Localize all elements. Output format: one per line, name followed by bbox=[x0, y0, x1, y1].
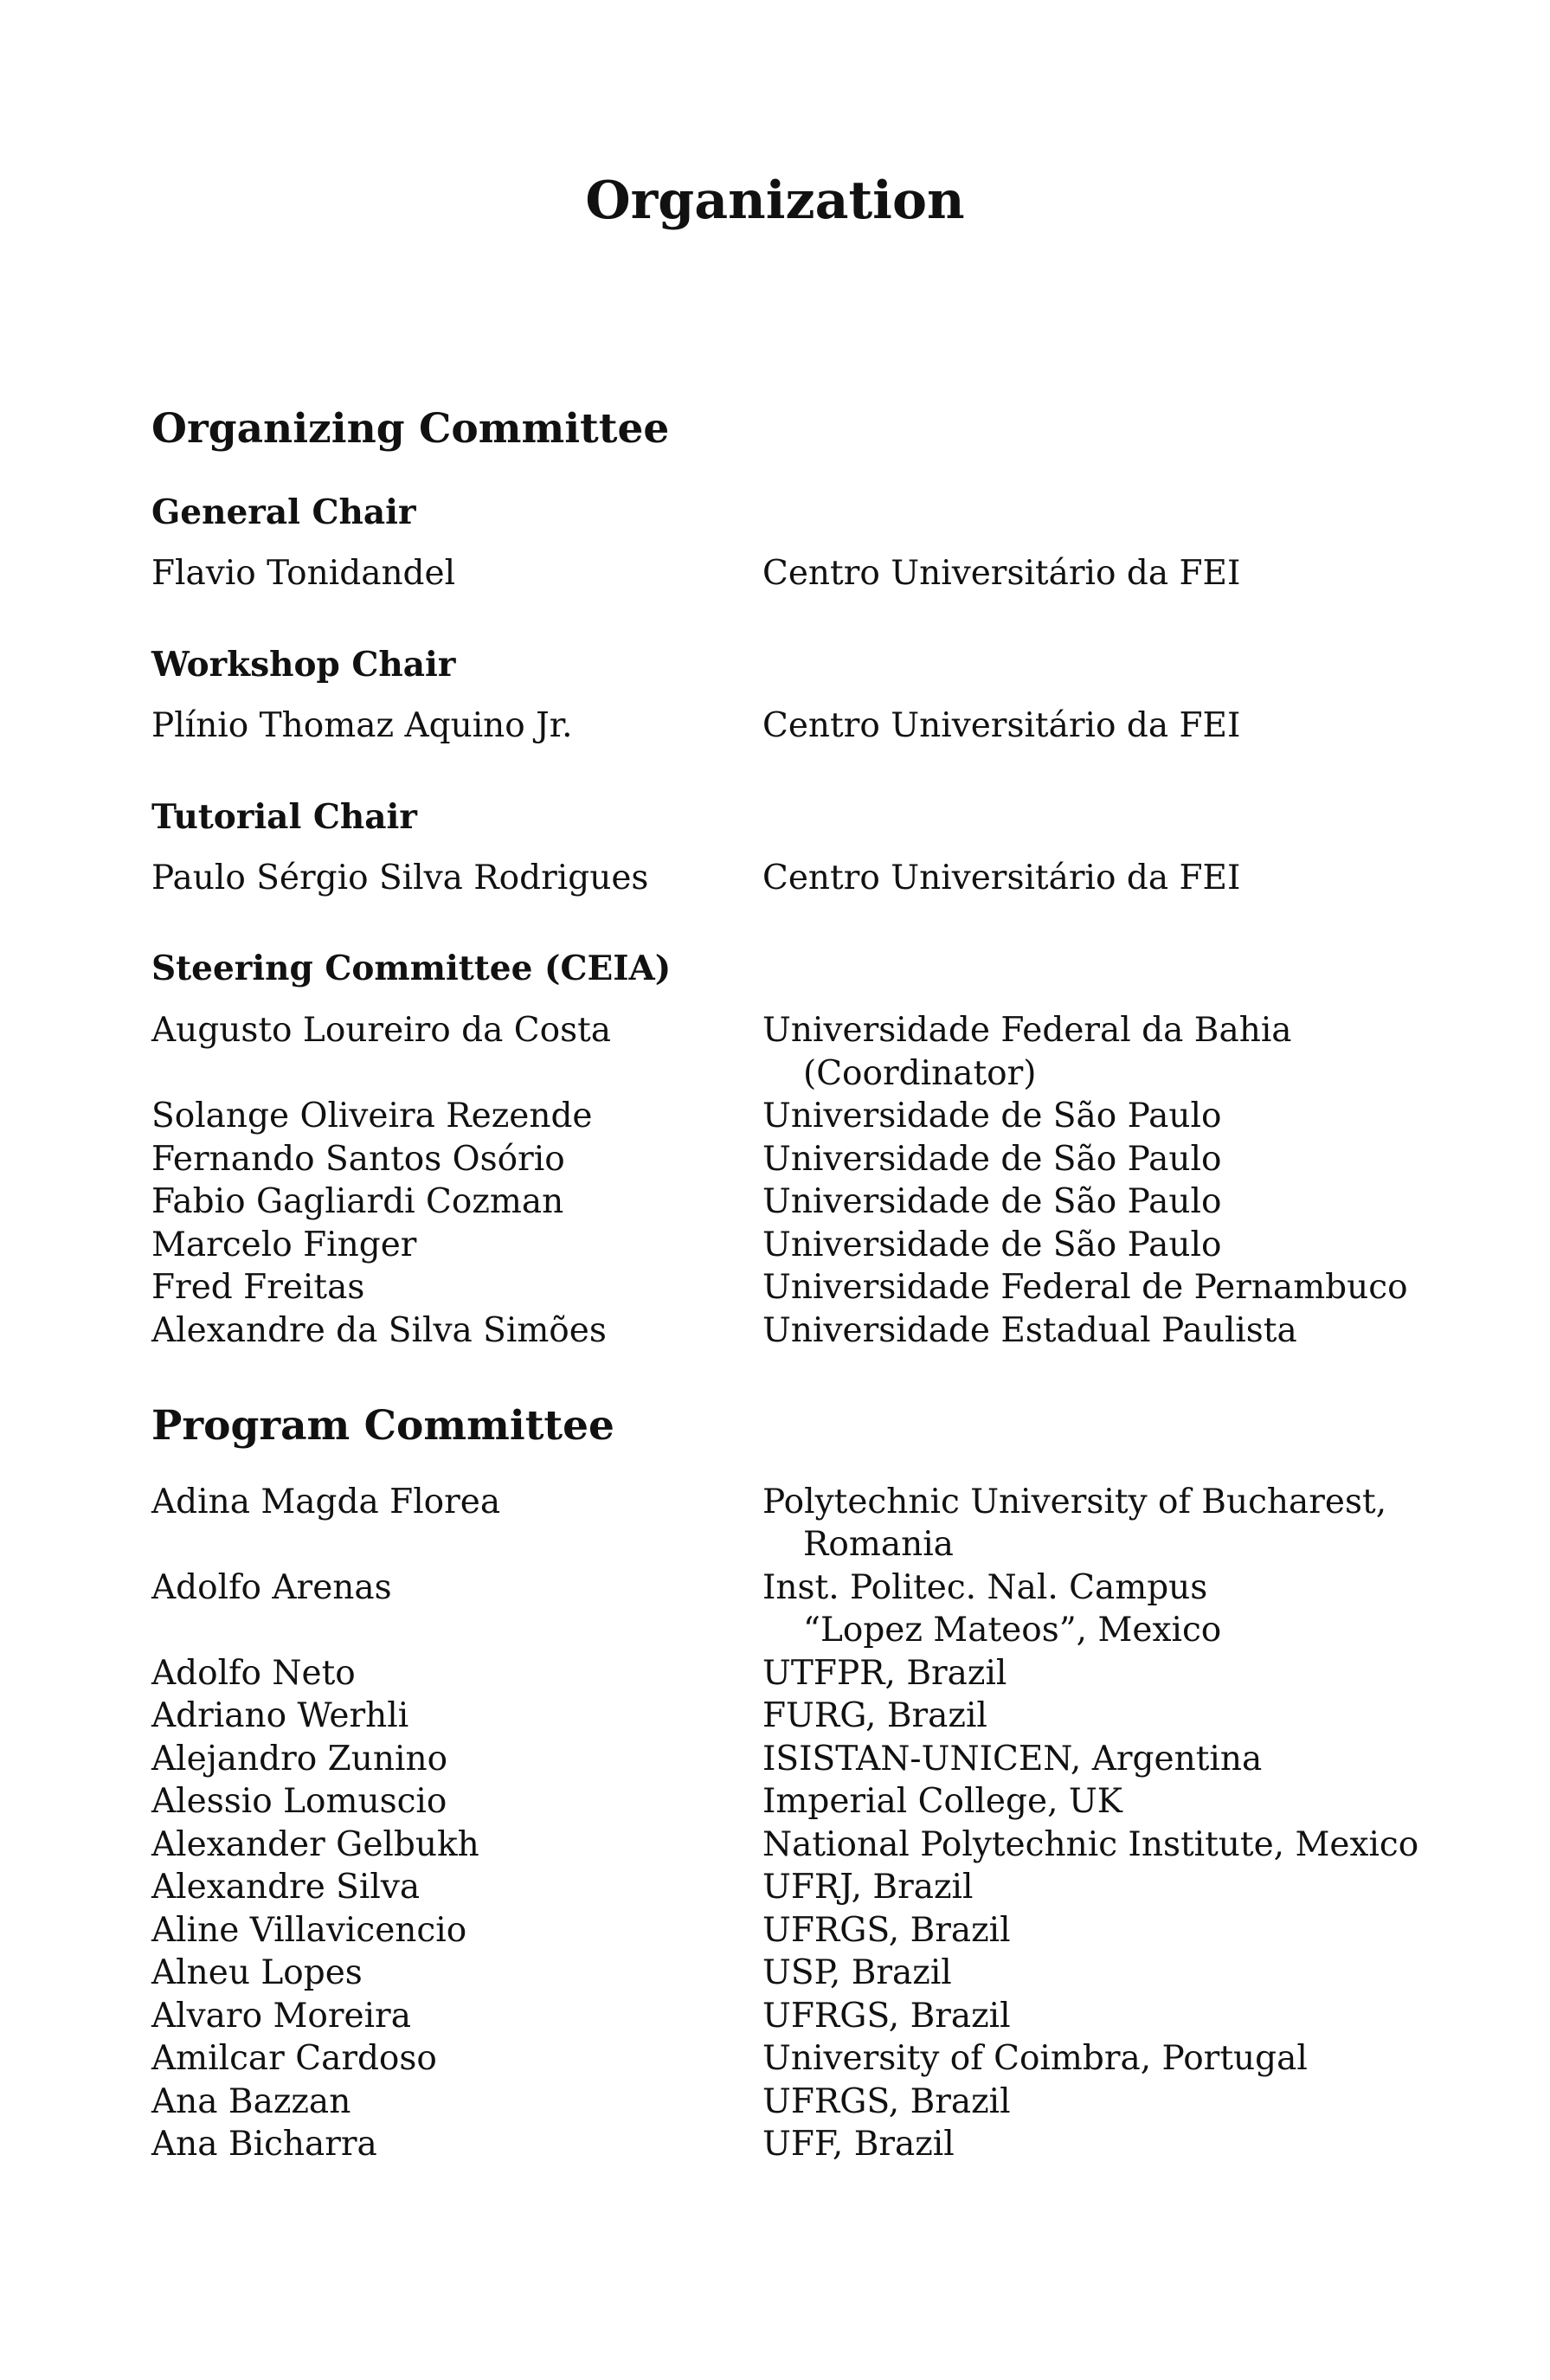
member-name: Marcelo Finger bbox=[151, 1225, 417, 1264]
member-affiliation: Universidade Estadual Paulista bbox=[762, 1311, 1297, 1350]
program-committee-heading: Program Committee bbox=[151, 1402, 614, 1450]
steering-committee-heading: Steering Committee (CEIA) bbox=[151, 949, 672, 988]
member-row bbox=[0, 1266, 1550, 1309]
page-title: Organization bbox=[585, 170, 965, 231]
member-affiliation: Universidade Federal da Bahia bbox=[762, 1011, 1292, 1050]
member-affiliation: UTFPR, Brazil bbox=[762, 1654, 1007, 1693]
member-row bbox=[0, 1009, 1550, 1052]
member-row bbox=[0, 1095, 1550, 1138]
member-affiliation: Universidade de São Paulo bbox=[762, 1097, 1222, 1135]
member-affiliation: Universidade de São Paulo bbox=[762, 1140, 1222, 1179]
member-name: Adolfo Neto bbox=[151, 1654, 356, 1693]
member-name: Fernando Santos Osório bbox=[151, 1140, 565, 1179]
member-row bbox=[0, 1780, 1550, 1824]
member-name: Adolfo Arenas bbox=[151, 1568, 392, 1607]
member-affiliation: Polytechnic University of Bucharest, bbox=[762, 1483, 1387, 1521]
member-row bbox=[0, 552, 1550, 595]
member-affiliation: FURG, Brazil bbox=[762, 1696, 987, 1735]
organizing-committee-heading: Organizing Committee bbox=[151, 405, 670, 453]
member-name: Aline Villavicencio bbox=[151, 1911, 467, 1950]
member-row-continuation bbox=[0, 1052, 1550, 1096]
member-affiliation: Universidade Federal de Pernambuco bbox=[762, 1268, 1408, 1307]
member-row bbox=[0, 1138, 1550, 1181]
member-row-continuation bbox=[0, 1523, 1550, 1566]
member-affiliation-continuation: (Coordinator) bbox=[803, 1054, 1037, 1093]
member-row bbox=[0, 857, 1550, 900]
member-name: Solange Oliveira Rezende bbox=[151, 1097, 593, 1135]
member-affiliation: UFRGS, Brazil bbox=[762, 2082, 1011, 2121]
member-row bbox=[0, 1224, 1550, 1267]
member-row bbox=[0, 1481, 1550, 1524]
member-affiliation: National Polytechnic Institute, Mexico bbox=[762, 1825, 1419, 1864]
member-row bbox=[0, 1952, 1550, 1995]
member-row bbox=[0, 1738, 1550, 1781]
member-affiliation: Universidade de São Paulo bbox=[762, 1182, 1222, 1221]
general-chair-heading: General Chair bbox=[151, 492, 416, 532]
member-name: Augusto Loureiro da Costa bbox=[151, 1011, 612, 1050]
member-affiliation: Imperial College, UK bbox=[762, 1782, 1122, 1821]
member-name: Alexandre da Silva Simões bbox=[151, 1311, 607, 1350]
member-row bbox=[0, 1695, 1550, 1738]
member-name: Alessio Lomuscio bbox=[151, 1782, 447, 1821]
member-name: Adriano Werhli bbox=[151, 1696, 409, 1735]
member-affiliation: USP, Brazil bbox=[762, 1953, 952, 1992]
member-row bbox=[0, 2081, 1550, 2124]
member-row bbox=[0, 704, 1550, 748]
member-name: Paulo Sérgio Silva Rodrigues bbox=[151, 859, 649, 897]
member-name: Ana Bazzan bbox=[151, 2082, 351, 2121]
member-affiliation: Universidade de São Paulo bbox=[762, 1225, 1222, 1264]
member-name: Alvaro Moreira bbox=[151, 1997, 411, 2036]
member-row bbox=[0, 2037, 1550, 2081]
member-affiliation-continuation: Romania bbox=[803, 1525, 954, 1564]
member-affiliation: UFRGS, Brazil bbox=[762, 1997, 1011, 2036]
member-name: Fabio Gagliardi Cozman bbox=[151, 1182, 564, 1221]
member-name: Plínio Thomaz Aquino Jr. bbox=[151, 706, 573, 745]
member-name: Flavio Tonidandel bbox=[151, 554, 456, 593]
member-row bbox=[0, 1309, 1550, 1353]
member-row bbox=[0, 1866, 1550, 1909]
member-row bbox=[0, 1652, 1550, 1695]
member-row bbox=[0, 2123, 1550, 2166]
tutorial-chair-heading: Tutorial Chair bbox=[151, 797, 417, 837]
member-name: Alexandre Silva bbox=[151, 1868, 421, 1907]
member-affiliation-continuation: “Lopez Mateos”, Mexico bbox=[803, 1611, 1222, 1650]
member-affiliation: UFRGS, Brazil bbox=[762, 1911, 1011, 1950]
member-row bbox=[0, 1180, 1550, 1224]
member-name: Fred Freitas bbox=[151, 1268, 365, 1307]
workshop-chair-heading: Workshop Chair bbox=[151, 645, 456, 685]
member-affiliation: Centro Universitário da FEI bbox=[762, 706, 1241, 745]
member-affiliation: UFRJ, Brazil bbox=[762, 1868, 974, 1907]
member-affiliation: UFF, Brazil bbox=[762, 2125, 955, 2164]
member-name: Ana Bicharra bbox=[151, 2125, 377, 2164]
member-name: Adina Magda Florea bbox=[151, 1483, 501, 1521]
member-affiliation: ISISTAN-UNICEN, Argentina bbox=[762, 1740, 1263, 1779]
member-affiliation: Inst. Politec. Nal. Campus bbox=[762, 1568, 1208, 1607]
member-affiliation: Centro Universitário da FEI bbox=[762, 859, 1241, 897]
member-affiliation: Centro Universitário da FEI bbox=[762, 554, 1241, 593]
member-row bbox=[0, 1824, 1550, 1867]
member-row bbox=[0, 1566, 1550, 1610]
member-affiliation: University of Coimbra, Portugal bbox=[762, 2039, 1308, 2078]
member-row-continuation bbox=[0, 1609, 1550, 1652]
member-name: Alejandro Zunino bbox=[151, 1740, 448, 1779]
member-name: Amilcar Cardoso bbox=[151, 2039, 437, 2078]
member-name: Alneu Lopes bbox=[151, 1953, 363, 1992]
member-row bbox=[0, 1995, 1550, 2038]
member-name: Alexander Gelbukh bbox=[151, 1825, 479, 1864]
member-row bbox=[0, 1909, 1550, 1952]
